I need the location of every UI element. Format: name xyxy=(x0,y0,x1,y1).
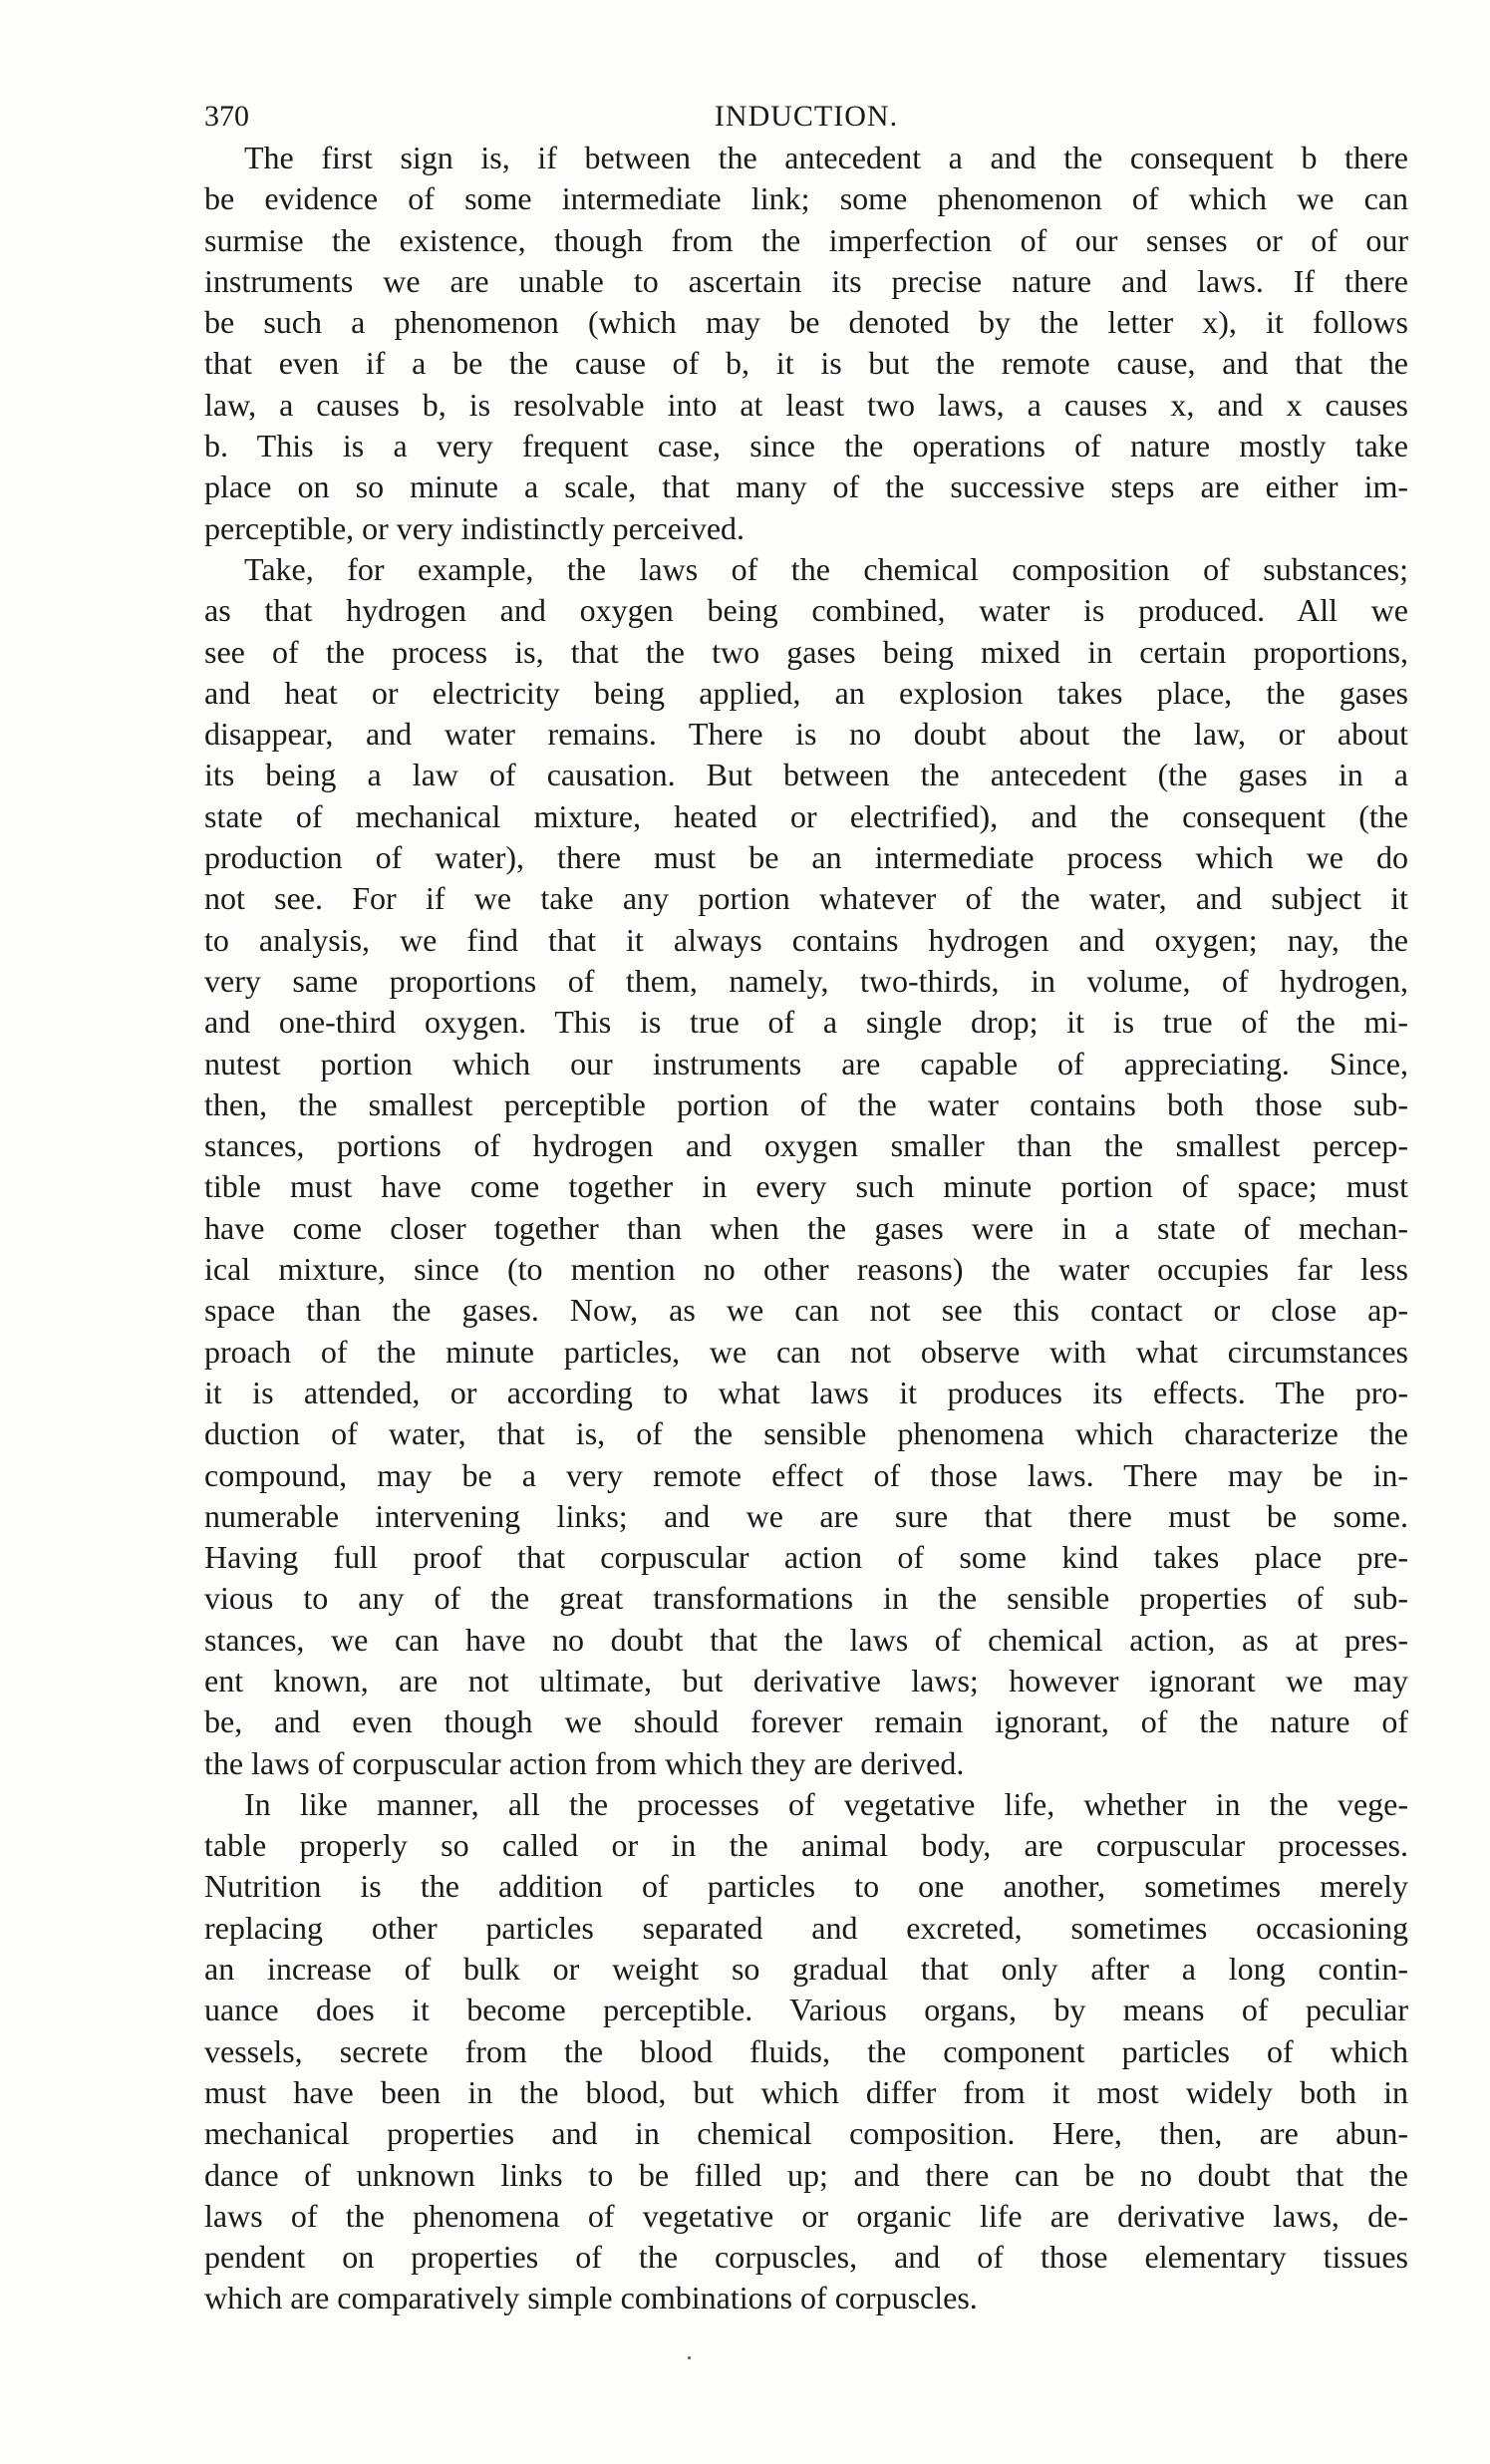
text-line: disappear, and water remains. There is no doubt about the law, or about xyxy=(204,716,1408,753)
text-line: see of the process is, that the two gases being mixed in certain proportions, xyxy=(204,633,1408,670)
text-line: vious to any of the great transformations in the sensible properties of sub- xyxy=(204,1580,1408,1617)
text-line: then, the smallest perceptible portion of the water contains both those sub- xyxy=(204,1085,1408,1122)
text-line: vessels, secrete from the blood fluids, the component particles of which xyxy=(204,2032,1408,2069)
text-line: must have been in the blood, but which differ from it most widely both in xyxy=(204,2073,1408,2110)
page-number: 370 xyxy=(204,100,249,133)
text-line: perceptible, or very indistinctly perceived. xyxy=(204,509,745,546)
text-line: place on so minute a scale, that many of the successive steps are either im- xyxy=(204,468,1408,505)
text-line: very same proportions of them, namely, two-thirds, in volume, of hydrogen, xyxy=(204,962,1408,999)
text-line: state of mechanical mixture, heated or electrified), and the consequent (the xyxy=(204,797,1408,834)
text-line: uance does it become perceptible. Various organs, by means of peculiar xyxy=(204,1992,1408,2028)
body-text xyxy=(204,138,1408,2319)
text-line: tible must have come together in every such minute portion of space; must xyxy=(204,1168,1408,1205)
text-line: surmise the existence, though from the imperfection of our senses or of our xyxy=(204,221,1408,258)
text-line: be, and even though we should forever remain ignorant, of the nature of xyxy=(204,1703,1408,1740)
text-line: duction of water, that is, of the sensible phenomena which characterize the xyxy=(204,1415,1408,1452)
text-line: which are comparatively simple combinations of corpuscles. xyxy=(204,2280,978,2316)
text-line: stances, portions of hydrogen and oxygen smaller than the smallest percep- xyxy=(204,1127,1408,1164)
running-head: INDUCTION. xyxy=(714,100,899,133)
text-line: not see. For if we take any portion whatever of the water, and subject it xyxy=(204,880,1408,917)
text-line: compound, may be a very remote effect of those laws. There may be in- xyxy=(204,1456,1408,1493)
text-line: and heat or electricity being applied, an explosion takes place, the gases xyxy=(204,674,1408,711)
ink-speck xyxy=(688,2356,691,2359)
text-line: ent known, are not ultimate, but derivative laws; however ignorant we may xyxy=(204,1662,1408,1698)
text-line: an increase of bulk or weight so gradual that only after a long contin- xyxy=(204,1951,1408,1988)
text-line: laws of the phenomena of vegetative or organic life are derivative laws, de- xyxy=(204,2197,1408,2234)
text-line: proach of the minute particles, we can not observe with what circumstances xyxy=(204,1333,1408,1370)
text-line: stances, we can have no doubt that the laws of chemical action, as at pres- xyxy=(204,1621,1408,1658)
text-line: b. This is a very frequent case, since the operations of nature mostly take xyxy=(204,428,1408,464)
text-line: to analysis, we find that it always contains hydrogen and oxygen; nay, the xyxy=(204,921,1408,958)
text-line: Take, for example, the laws of the chemical composition of substances; xyxy=(244,550,1408,587)
text-line: numerable intervening links; and we are sure that there must be some. xyxy=(204,1497,1408,1534)
text-line: Having full proof that corpuscular action of some kind takes place pre- xyxy=(204,1539,1408,1576)
text-line: the laws of corpuscular action from which they are derived. xyxy=(204,1744,965,1781)
page-header xyxy=(204,100,1408,140)
paragraph xyxy=(204,138,1408,549)
text-line: In like manner, all the processes of vegetative life, whether in the vege- xyxy=(244,1785,1408,1822)
text-line: space than the gases. Now, as we can not see this contact or close ap- xyxy=(204,1292,1408,1329)
text-line: replacing other particles separated and excreted, sometimes occasioning xyxy=(204,1909,1408,1946)
text-line: mechanical properties and in chemical composition. Here, then, are abun- xyxy=(204,2115,1408,2152)
text-line: that even if a be the cause of b, it is but the remote cause, and that the xyxy=(204,345,1408,382)
text-line: nutest portion which our instruments are capable of appreciating. Since, xyxy=(204,1045,1408,1081)
paragraph xyxy=(204,549,1408,1784)
text-line: dance of unknown links to be filled up; and there can be no doubt that the xyxy=(204,2156,1408,2193)
text-line: be evidence of some intermediate link; some phenomenon of which we can xyxy=(204,180,1408,217)
text-line: it is attended, or according to what laws it produces its effects. The pro- xyxy=(204,1374,1408,1410)
text-line: The first sign is, if between the antecedent a and the consequent b there xyxy=(244,140,1408,175)
text-line: pendent on properties of the corpuscles, and of those elementary tissues xyxy=(204,2239,1408,2276)
text-line: and one-third oxygen. This is true of a single drop; it is true of the mi- xyxy=(204,1004,1408,1041)
text-line: table properly so called or in the animal body, are corpuscular processes. xyxy=(204,1827,1408,1864)
text-line: instruments we are unable to ascertain its precise nature and laws. If there xyxy=(204,262,1408,299)
text-line: be such a phenomenon (which may be denoted by the letter x), it follows xyxy=(204,304,1408,341)
text-line: ical mixture, since (to mention no other reasons) the water occupies far less xyxy=(204,1251,1408,1288)
text-line: have come closer together than when the gases were in a state of mechan- xyxy=(204,1209,1408,1246)
text-line: Nutrition is the addition of particles to one another, sometimes merely xyxy=(204,1868,1408,1905)
text-line: as that hydrogen and oxygen being combined, water is produced. All we xyxy=(204,592,1408,629)
text-line: its being a law of causation. But between the antecedent (the gases in a xyxy=(204,757,1408,793)
text-line: production of water), there must be an intermediate process which we do xyxy=(204,839,1408,876)
text-line: law, a causes b, is resolvable into at least two laws, a causes x, and x causes xyxy=(204,386,1408,423)
paragraph xyxy=(204,1784,1408,2319)
